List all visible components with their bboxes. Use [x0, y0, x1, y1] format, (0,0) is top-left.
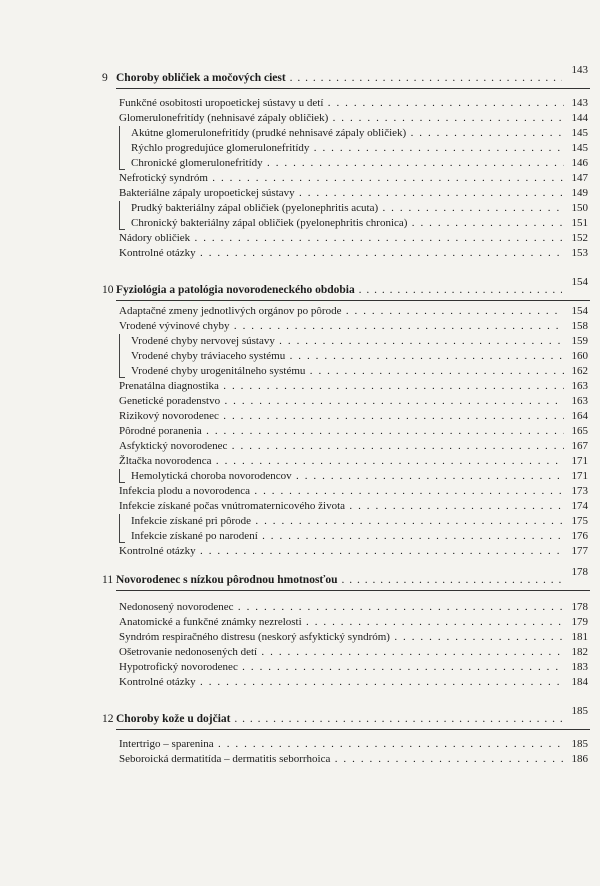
toc-entry[interactable] — [119, 409, 590, 424]
toc-entry-title: Vrodené vývinové chyby . . . — [119, 319, 564, 334]
toc-entry-page: 146 — [571, 157, 588, 169]
toc-entry[interactable] — [119, 394, 590, 409]
toc-entry-page: 171 — [571, 470, 588, 482]
toc-entry-page: 179 — [571, 616, 588, 628]
toc-entry[interactable] — [119, 737, 590, 752]
toc-entry[interactable] — [119, 484, 590, 499]
toc-entry-page: 162 — [571, 365, 588, 377]
toc-entry-page: 159 — [571, 335, 588, 347]
toc-subentry[interactable] — [131, 349, 590, 364]
toc-entry-title: Seboroická dermatitída – dermatitis seborrhoica . . . — [119, 752, 564, 767]
toc-entry[interactable] — [119, 231, 590, 246]
toc-entry[interactable] — [119, 544, 590, 559]
toc-entry-title: Žltačka novorodenca . . . — [119, 454, 564, 469]
subsection-bracket — [119, 514, 125, 543]
toc-entry-page: 145 — [571, 142, 588, 154]
toc-entry-page: 163 — [571, 395, 588, 407]
toc-entry[interactable] — [119, 752, 590, 767]
toc-entry-page: 165 — [571, 425, 588, 437]
subsection-bracket — [119, 201, 125, 230]
chapter-page: 143 — [571, 64, 588, 76]
toc-entry[interactable] — [119, 111, 590, 126]
toc-entry[interactable] — [119, 454, 590, 469]
toc-entry-title: Glomerulonefritídy (nehnisavé zápaly obličiek) . . . — [119, 111, 564, 126]
toc-entry-title: Nefrotický syndróm . . . — [119, 171, 564, 186]
toc-entry-page: 181 — [571, 631, 588, 643]
toc-entry[interactable] — [119, 660, 590, 675]
toc-entry[interactable] — [119, 499, 590, 514]
toc-entry[interactable] — [119, 645, 590, 660]
toc-entry-title: Vrodené chyby urogenitálneho systému . . . — [131, 364, 564, 379]
toc-subentry[interactable] — [131, 364, 590, 379]
toc-entry-page: 177 — [571, 545, 588, 557]
toc-entry-page: 160 — [571, 350, 588, 362]
toc-entry[interactable] — [119, 600, 590, 615]
toc-entry-title: Nádory obličiek . . . — [119, 231, 564, 246]
chapter-page: 154 — [571, 276, 588, 288]
chapter-title: Choroby kože u dojčiat . . . — [116, 711, 562, 727]
toc-entry-page: 144 — [571, 112, 588, 124]
toc-subentry[interactable] — [131, 141, 590, 156]
toc-entry-title: Hypotrofický novorodenec . . . — [119, 660, 564, 675]
toc-entry[interactable] — [119, 379, 590, 394]
toc-entry-title: Vrodené chyby tráviaceho systému . . . — [131, 349, 564, 364]
toc-entry-page: 164 — [571, 410, 588, 422]
toc-entry-title: Akútne glomerulonefritídy (prudké nehnisavé zápaly obličiek) . . . — [131, 126, 564, 141]
toc-entry-title: Rýchlo progredujúce glomerulonefritídy . . . — [131, 141, 564, 156]
toc-entry-page: 184 — [571, 676, 588, 688]
toc-entry-title: Hemolytická choroba novorodencov . . . — [131, 469, 564, 484]
toc-entry-title: Ošetrovanie nedonosených detí . . . — [119, 645, 564, 660]
toc-entry-page: 151 — [571, 217, 588, 229]
toc-entry[interactable] — [119, 615, 590, 630]
toc-entry-title: Kontrolné otázky . . . — [119, 675, 564, 690]
chapter-rule — [116, 729, 590, 730]
toc-entry-title: Bakteriálne zápaly uropoetickej sústavy . . . — [119, 186, 564, 201]
toc-entry-page: 175 — [571, 515, 588, 527]
toc-entry-page: 152 — [571, 232, 588, 244]
subsection-bracket — [119, 126, 125, 170]
toc-entry[interactable] — [119, 675, 590, 690]
toc-entry-title: Infekcie získané po narodení . . . — [131, 529, 564, 544]
toc-subentry[interactable] — [131, 529, 590, 544]
toc-subentry[interactable] — [131, 216, 590, 231]
toc-entry-title: Chronické glomerulonefritídy . . . — [131, 156, 564, 171]
toc-entry[interactable] — [119, 246, 590, 261]
toc-entry[interactable] — [119, 171, 590, 186]
toc-entry-title: Vrodené chyby nervovej sústavy . . . — [131, 334, 564, 349]
toc-entry-page: 183 — [571, 661, 588, 673]
toc-entry-page: 178 — [571, 601, 588, 613]
chapter-heading[interactable] — [102, 64, 590, 86]
toc-entry-page: 153 — [571, 247, 588, 259]
chapter-rule — [116, 590, 590, 591]
chapter-title: Choroby obličiek a močových ciest . . . — [116, 70, 562, 86]
chapter-number: 11 — [102, 574, 114, 586]
toc-entry-title: Funkčné osobitosti uropoetickej sústavy u detí . . . — [119, 96, 564, 111]
toc-entry-title: Asfyktický novorodenec . . . — [119, 439, 564, 454]
toc-entry-title: Anatomické a funkčné známky nezrelosti . . . — [119, 615, 564, 630]
chapter-number: 9 — [102, 72, 108, 84]
toc-entry-page: 154 — [571, 305, 588, 317]
toc-subentry[interactable] — [131, 201, 590, 216]
toc-subentry[interactable] — [131, 126, 590, 141]
toc-entry-page: 149 — [571, 187, 588, 199]
toc-entry-title: Nedonosený novorodenec . . . — [119, 600, 564, 615]
toc-entry-page: 176 — [571, 530, 588, 542]
toc-entry-title: Chronický bakteriálny zápal obličiek (pyelonephritis chronica) . . . — [131, 216, 564, 231]
toc-entry[interactable] — [119, 319, 590, 334]
chapter-title: Fyziológia a patológia novorodeneckého obdobia . . . — [116, 282, 562, 298]
toc-subentry[interactable] — [131, 469, 590, 484]
chapter-page: 178 — [571, 566, 588, 578]
toc-entry[interactable] — [119, 96, 590, 111]
toc-entry-page: 173 — [571, 485, 588, 497]
toc-entry-page: 150 — [571, 202, 588, 214]
chapter-heading[interactable] — [102, 276, 590, 298]
chapter-number: 10 — [102, 284, 114, 296]
toc-entry-page: 147 — [571, 172, 588, 184]
toc-entry-page: 182 — [571, 646, 588, 658]
toc-entry-page: 158 — [571, 320, 588, 332]
toc-entry[interactable] — [119, 186, 590, 201]
subsection-bracket — [119, 469, 125, 483]
chapter-page: 185 — [571, 705, 588, 717]
toc-entry-title: Infekcie získané pri pôrode . . . — [131, 514, 564, 529]
toc-entry-title: Intertrigo – sparenina . . . — [119, 737, 564, 752]
chapter-number: 12 — [102, 713, 114, 725]
toc-entry-title: Adaptačné zmeny jednotlivých orgánov po pôrode . . . — [119, 304, 564, 319]
chapter-heading[interactable] — [102, 566, 590, 588]
toc-entry-title: Kontrolné otázky . . . — [119, 544, 564, 559]
chapter-title: Novorodenec s nízkou pôrodnou hmotnosťou . . . — [116, 572, 562, 588]
toc-entry-title: Prenatálna diagnostika . . . — [119, 379, 564, 394]
toc-entry[interactable] — [119, 304, 590, 319]
toc-entry-page: 185 — [571, 738, 588, 750]
toc-entry-title: Rizikový novorodenec . . . — [119, 409, 564, 424]
toc-entry-title: Infekcia plodu a novorodenca . . . — [119, 484, 564, 499]
toc-subentry[interactable] — [131, 334, 590, 349]
toc-entry-title: Genetické poradenstvo . . . — [119, 394, 564, 409]
chapter-heading[interactable] — [102, 705, 590, 727]
toc-entry-page: 167 — [571, 440, 588, 452]
toc-entry-page: 145 — [571, 127, 588, 139]
toc-entry-page: 163 — [571, 380, 588, 392]
toc-entry-page: 174 — [571, 500, 588, 512]
subsection-bracket — [119, 334, 125, 378]
toc-entry-title: Syndróm respiračného distresu (neskorý asfyktický syndróm) . . . — [119, 630, 564, 645]
toc-subentry[interactable] — [131, 156, 590, 171]
toc-entry-page: 186 — [571, 753, 588, 765]
toc-entry-title: Kontrolné otázky . . . — [119, 246, 564, 261]
toc-entry[interactable] — [119, 630, 590, 645]
toc-subentry[interactable] — [131, 514, 590, 529]
chapter-rule — [116, 300, 590, 301]
toc-entry-title: Infekcie získané počas vnútromaternicového života . . . — [119, 499, 564, 514]
toc-entry-page: 143 — [571, 97, 588, 109]
toc-entry[interactable] — [119, 439, 590, 454]
toc-entry-title: Prudký bakteriálny zápal obličiek (pyelonephritis acuta) . . . — [131, 201, 564, 216]
toc-entry-title: Pôrodné poranenia . . . — [119, 424, 564, 439]
chapter-rule — [116, 88, 590, 89]
toc-entry-page: 171 — [571, 455, 588, 467]
toc-entry[interactable] — [119, 424, 590, 439]
